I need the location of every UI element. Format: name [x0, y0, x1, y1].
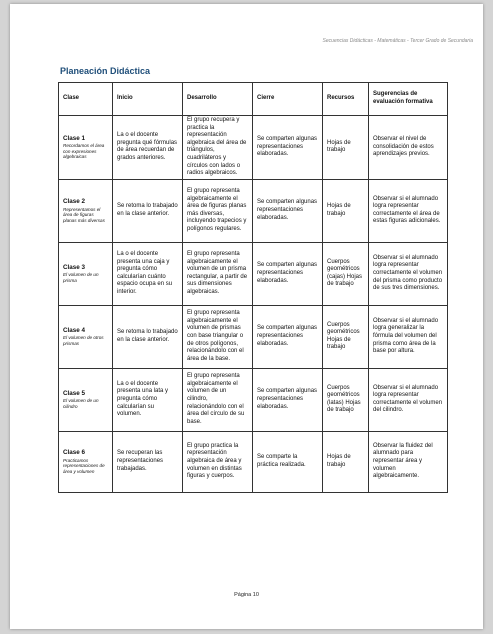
class-subtitle: Representamos el área de figuras planas más diversas [63, 206, 105, 223]
sugerencias-cell: Observar si el alumnado logra representar correctamente el volumen del cilindro. [369, 368, 448, 431]
cierre-cell: Se comparten algunas representaciones elaboradas. [253, 368, 323, 431]
desarrollo-cell: El grupo representa algebraicamente el área de figuras planas más diversas, incluyendo trapecios y polígonos regulares. [183, 179, 253, 242]
column-header-cierre: Cierre [253, 83, 323, 116]
recursos-cell: Hojas de trabajo [323, 179, 369, 242]
desarrollo-cell: El grupo practica la representación algebraica de área y volumen en distintas figuras y cuerpos. [183, 431, 253, 492]
inicio-cell: Se retoma lo trabajado en la clase anterior. [113, 179, 183, 242]
class-name: Clase 5 [63, 389, 86, 397]
cierre-cell: Se comparten algunas representaciones elaboradas. [253, 116, 323, 180]
table-row [59, 179, 448, 242]
sugerencias-cell: Observar si el alumnado logra representar correctamente el volumen del prisma como producto de sus tres dimensiones. [369, 242, 448, 305]
column-header-sugerencias: Sugerencias de evaluación formativa [369, 83, 448, 116]
class-name: Clase 3 [63, 263, 86, 271]
running-header: Secuencias Didácticas - Matemáticas - Tercer Grado de Secundaria [322, 38, 473, 44]
clase-cell [59, 431, 113, 492]
cierre-cell: Se comparten algunas representaciones elaboradas. [253, 305, 323, 368]
class-name: Clase 2 [63, 198, 86, 206]
inicio-cell: Se retoma lo trabajado en la clase anterior. [113, 305, 183, 368]
clase-cell [59, 305, 113, 368]
sugerencias-cell: Observar el nivel de consolidación de estos aprendizajes previos. [369, 116, 448, 180]
page-title: Planeación Didáctica [60, 66, 151, 76]
table-header-row [59, 83, 448, 116]
planning-table [58, 82, 448, 493]
column-header-clase: Clase [59, 83, 113, 116]
column-header-recursos: Recursos [323, 83, 369, 116]
table-row [59, 305, 448, 368]
sugerencias-cell: Observar si el alumnado logra representar correctamente el área de estas figuras adicionales. [369, 179, 448, 242]
recursos-cell: Cuerpos geométricos Hojas de trabajo [323, 305, 369, 368]
inicio-cell: La o el docente pregunta qué fórmulas de área recuerdan de grados anteriores. [113, 116, 183, 180]
document-page [10, 4, 483, 629]
cierre-cell: Se comparte la práctica realizada. [253, 431, 323, 492]
class-subtitle: El volumen de otros prismas [63, 335, 104, 347]
class-subtitle: Practicamos representaciones de área y volumen [63, 457, 105, 474]
clase-cell [59, 179, 113, 242]
inicio-cell: Se recuperan las representaciones trabajadas. [113, 431, 183, 492]
class-name: Clase 1 [63, 134, 86, 142]
recursos-cell: Cuerpos geométricos (cajas) Hojas de trabajo [323, 242, 369, 305]
desarrollo-cell: El grupo representa algebraicamente el volumen de un prisma rectangular, a partir de sus dimensiones algebraicas. [183, 242, 253, 305]
sugerencias-cell: Observar si el alumnado logra generalizar la fórmula del volumen del prisma como área de la base por altura. [369, 305, 448, 368]
sugerencias-cell: Observar la fluidez del alumnado para representar área y volumen algebraicamente. [369, 431, 448, 492]
clase-cell [59, 116, 113, 180]
recursos-cell: Hojas de trabajo [323, 116, 369, 180]
class-subtitle: El volumen de un prisma [63, 272, 99, 284]
table-row [59, 116, 448, 180]
inicio-cell: La o el docente presenta una caja y pregunta cómo calcularían cuánto espacio ocupa en su interior. [113, 242, 183, 305]
column-header-inicio: Inicio [113, 83, 183, 116]
recursos-cell: Hojas de trabajo [323, 431, 369, 492]
clase-cell [59, 242, 113, 305]
table-row [59, 431, 448, 492]
table-row [59, 242, 448, 305]
class-subtitle: Recordamos el área con expresiones algebraicas [63, 143, 105, 160]
clase-cell [59, 368, 113, 431]
cierre-cell: Se comparten algunas representaciones elaboradas. [253, 242, 323, 305]
class-subtitle: El volumen de un cilindro [63, 398, 99, 410]
cierre-cell: Se comparten algunas representaciones elaboradas. [253, 179, 323, 242]
recursos-cell: Cuerpos geométricos (latas) Hojas de trabajo [323, 368, 369, 431]
desarrollo-cell: El grupo recupera y practica la representación algebraica del área de triángulos, cuadriláteros y círculos con lados o radios algebraicos. [183, 116, 253, 180]
class-name: Clase 6 [63, 449, 86, 457]
desarrollo-cell: El grupo representa algebraicamente el volumen de prismas con base triangular o de otros polígonos, relacionándolo con el área de la base. [183, 305, 253, 368]
page-number: Página 10 [234, 592, 259, 598]
table-row [59, 368, 448, 431]
class-name: Clase 4 [63, 326, 86, 334]
inicio-cell: La o el docente presenta una lata y pregunta cómo calcularían su volumen. [113, 368, 183, 431]
column-header-desarrollo: Desarrollo [183, 83, 253, 116]
desarrollo-cell: El grupo representa algebraicamente el volumen de un cilindro, relacionándolo con el área del círculo de su base. [183, 368, 253, 431]
